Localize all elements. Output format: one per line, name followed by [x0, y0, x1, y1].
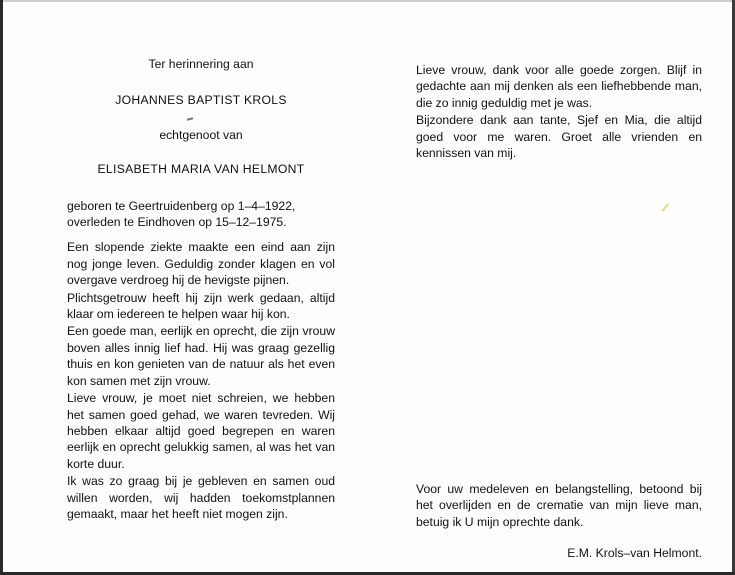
paragraph-good-man: Een goede man, eerlijk en oprecht, die zijn vrouw boven alles innig lief had. Hij was graag gezellig thuis en kon genieten van de natuur als het even kon samen met zijn vrouw. [67, 324, 335, 388]
death-line: overleden te Eindhoven op 15–12–1975. [67, 215, 287, 230]
paragraph-together: Ik was zo graag bij je gebleven en samen oud willen worden, wij hadden toekomstplannen gemaakt, maar het heeft niet mogen zijn. [67, 474, 335, 521]
paragraph-thanks-wife: Lieve vrouw, dank voor alle goede zorgen. Blijf in gedachte aan mij denken als een liefhebbende man, die zo innig geduldig met je was. [416, 63, 702, 110]
paragraph-special-thanks: Bijzondere dank aan tante, Sjef en Mia, die altijd goed voor me waren. Groet alle vrienden en kennissen van mij. [416, 113, 702, 161]
paragraph-illness: Een slopende ziekte maakte een eind aan zijn nog jonge leven. Geduldig zonder klagen en vol overgave verdroeg hij de hevigste pijnen. [67, 240, 335, 288]
birth-line: geboren te Geertruidenberg op 1–4–1922, [67, 198, 296, 213]
right-page-bottom [416, 481, 702, 530]
paragraph-dear-wife: Lieve vrouw, je moet niet schreien, we hebben het samen goed gehad, we waren tevreden. Wij hebben elkaar altijd goed begrepen en waren eerlijk en oprecht gelukkig samen, al was het van korte duur. [67, 391, 335, 471]
left-page [67, 56, 335, 522]
yellow-pen-mark: ⁄⁄ [664, 203, 668, 214]
relation-line: echtgenoot van [159, 127, 243, 142]
paragraph-duty: Plichtsgetrouw heeft hij zijn werk gedaan, altijd klaar om iedereen te helpen waar hij kon. [67, 290, 335, 322]
in-memory-header: Ter herinnering aan [148, 57, 254, 71]
spouse-name: ELISABETH MARIA VAN HELMONT [97, 162, 305, 177]
card-left-edge [0, 0, 3, 575]
signature: E.M. Krols–van Helmont. [567, 546, 702, 560]
card-top-edge [0, 0, 735, 2]
right-page-top [416, 62, 702, 161]
deceased-name: JOHANNES BAPTIST KROLS [115, 93, 287, 108]
paragraph-condolence-thanks: Voor uw medeleven en belangstelling, betoond bij het overlijden en de crematie van mijn lieve man, betuig ik U mijn oprechte dank. [416, 482, 702, 529]
